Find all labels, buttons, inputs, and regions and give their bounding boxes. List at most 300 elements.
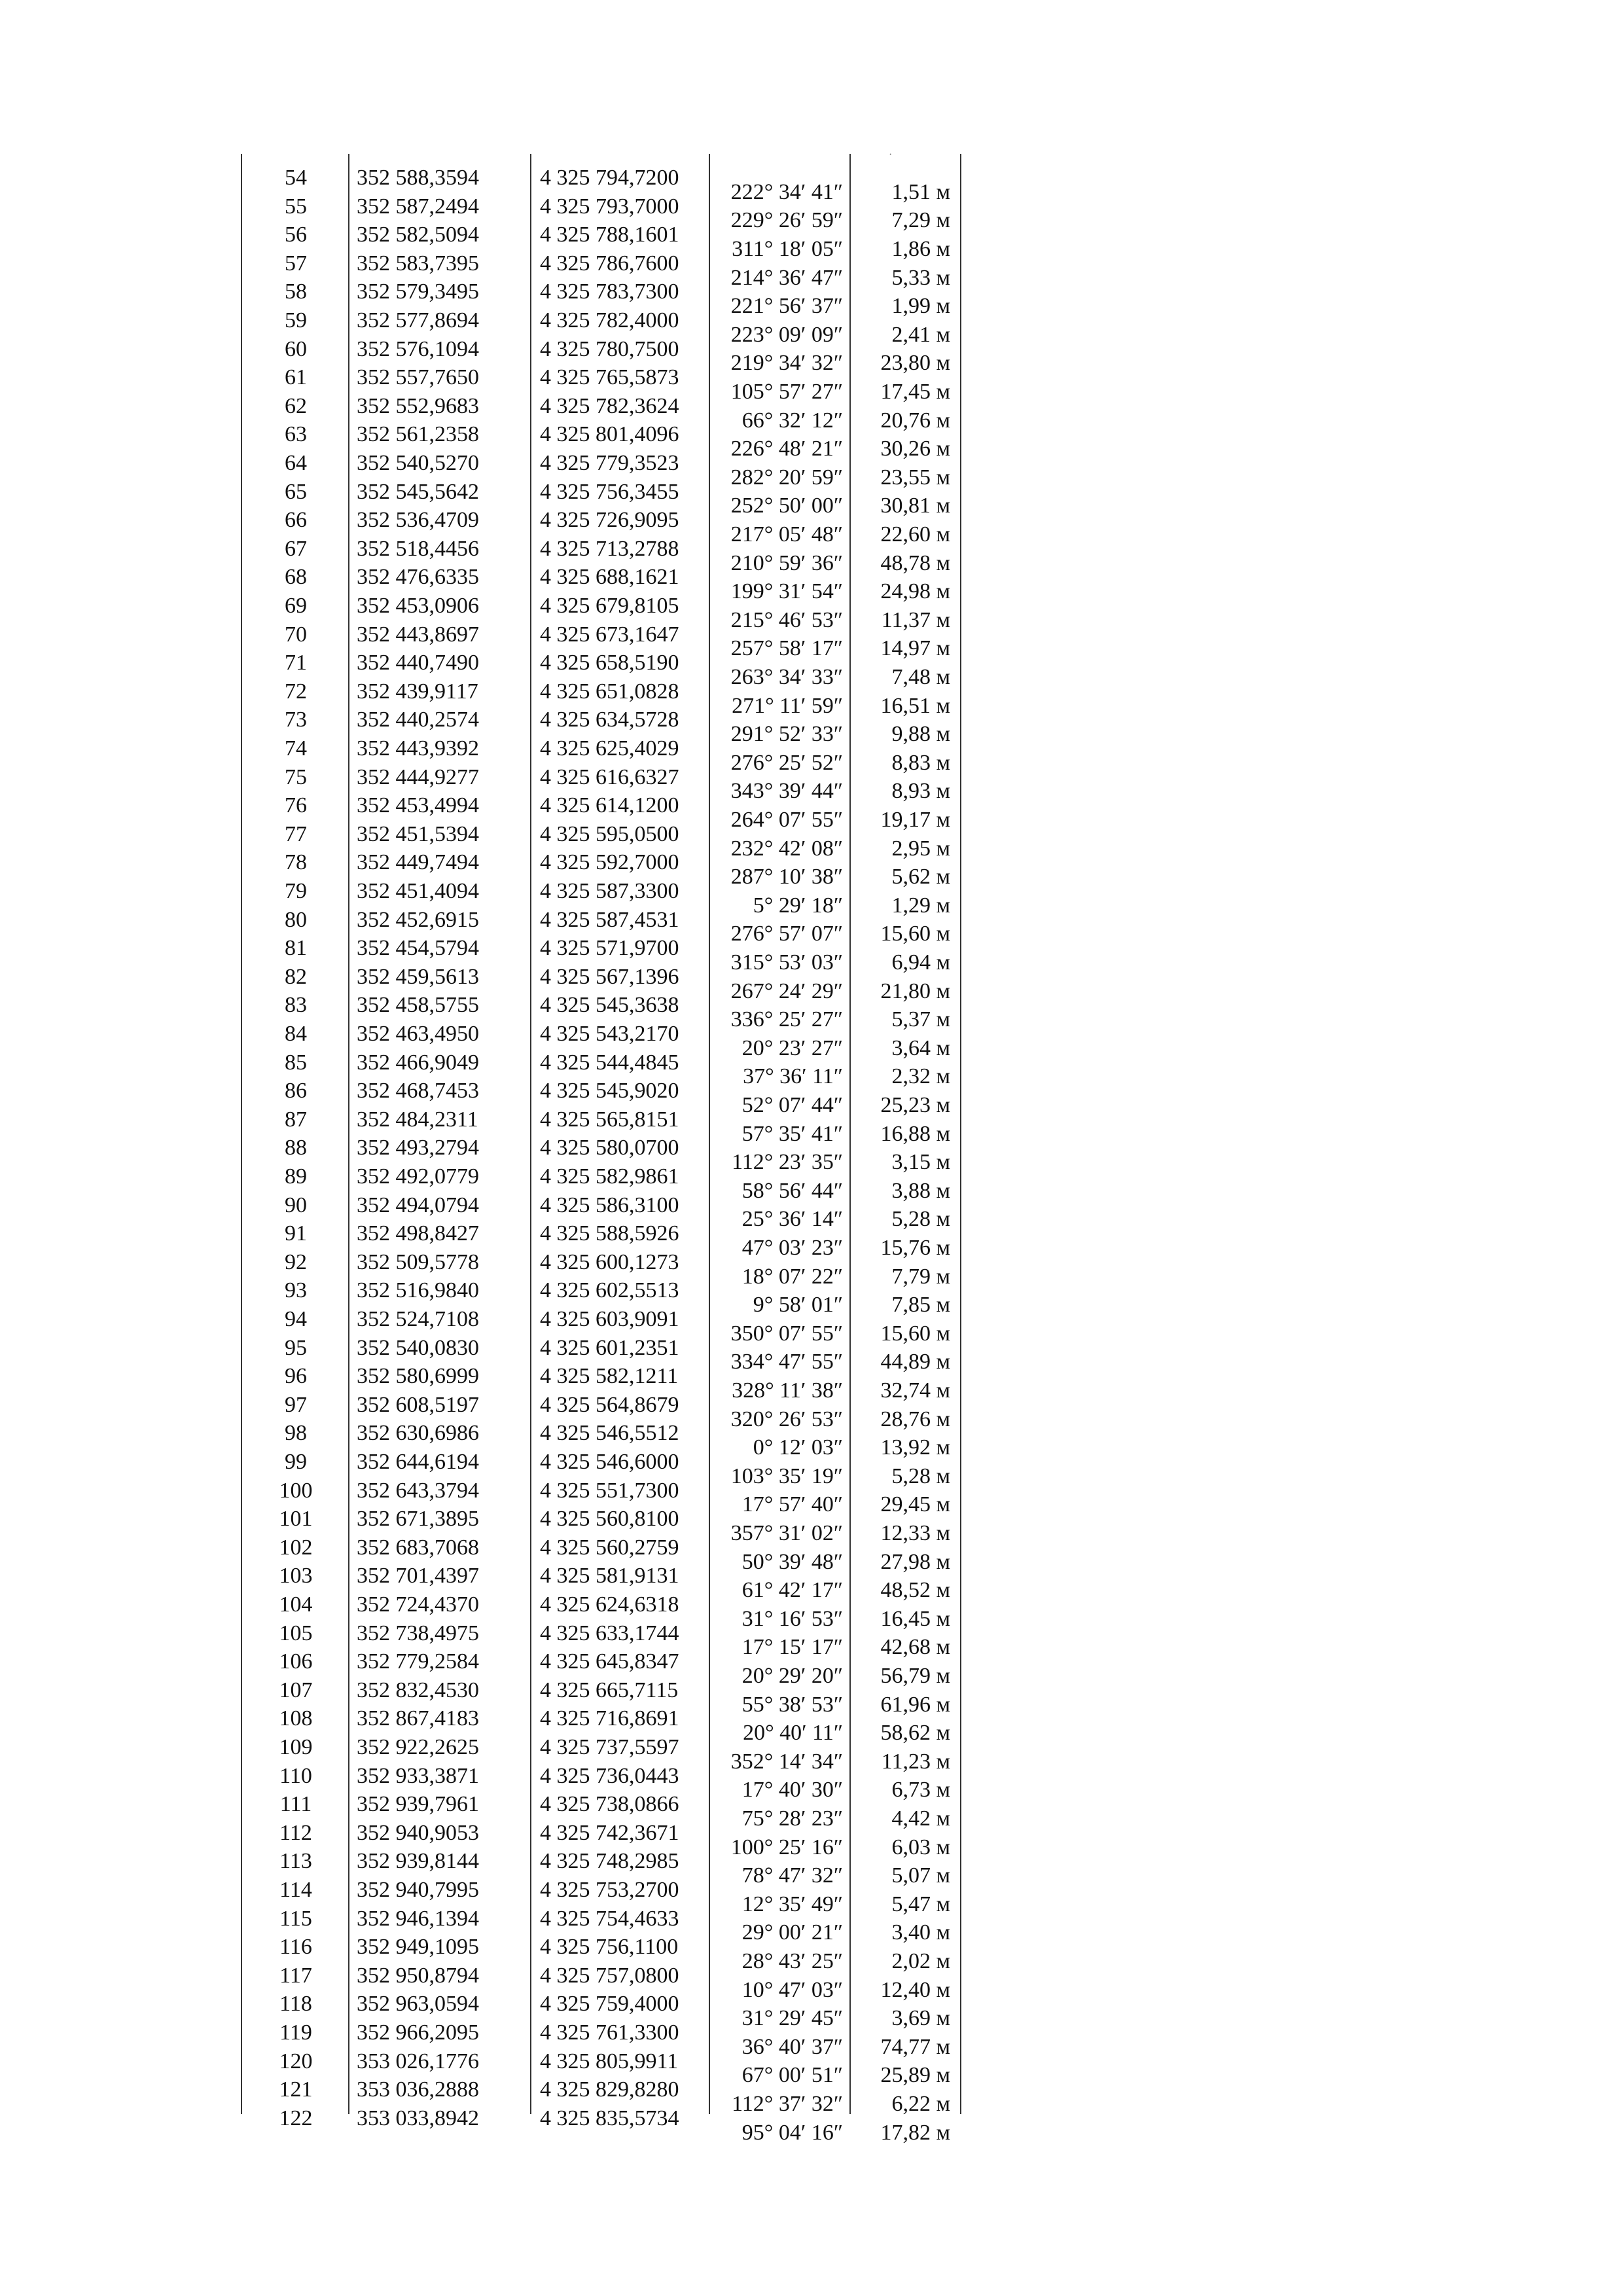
segment-length: 21,80 м: [880, 978, 950, 1003]
direction-angle: 215° 46′ 53″: [730, 607, 843, 632]
y-coordinate: 4 325 595,0500: [540, 821, 679, 846]
y-coordinate: 4 325 582,1211: [540, 1364, 679, 1389]
segment-length: 74,77 м: [880, 2034, 950, 2059]
y-coordinate: 4 325 567,1396: [540, 964, 679, 989]
y-coordinate: 4 325 782,4000: [540, 308, 679, 332]
segment-length: 25,89 м: [880, 2063, 950, 2088]
direction-angle: 263° 34′ 33″: [730, 665, 843, 689]
y-coordinate: 4 325 829,8280: [540, 2077, 679, 2102]
point-number: 106: [279, 1649, 313, 1674]
x-coordinate: 352 724,4370: [357, 1592, 479, 1617]
point-number: 72: [285, 679, 307, 704]
direction-angle: 291° 52′ 33″: [730, 722, 843, 747]
point-number: 115: [279, 1906, 312, 1931]
segment-length: 27,98 м: [880, 1549, 950, 1574]
y-coordinate: 4 325 788,1601: [540, 223, 679, 247]
segment-length: 5,28 м: [891, 1207, 950, 1232]
direction-angle: 287° 10′ 38″: [730, 865, 843, 889]
y-coordinate: 4 325 586,3100: [540, 1193, 679, 1217]
segment-length: 2,32 м: [891, 1064, 950, 1089]
x-coordinate: 352 579,3495: [357, 279, 479, 304]
x-coordinate: 353 026,1776: [357, 2049, 479, 2073]
point-number: 90: [285, 1193, 307, 1217]
point-number: 74: [285, 736, 307, 761]
direction-angle: 112° 37′ 32″: [732, 2092, 843, 2116]
point-number: 59: [285, 308, 307, 332]
direction-angle: 5° 29′ 18″: [753, 893, 843, 918]
segment-length: 16,51 м: [880, 693, 950, 718]
y-coordinate: 4 325 716,8691: [540, 1706, 679, 1731]
direction-angle: 229° 26′ 59″: [730, 208, 843, 233]
x-coordinate: 352 867,4183: [357, 1706, 479, 1731]
direction-angle: 103° 35′ 19″: [730, 1463, 843, 1488]
y-coordinate: 4 325 600,1273: [540, 1249, 679, 1274]
x-coordinate: 352 524,7108: [357, 1307, 479, 1331]
direction-angle: 271° 11′ 59″: [732, 693, 843, 718]
x-coordinate: 353 033,8942: [357, 2106, 479, 2130]
point-number: 112: [279, 1820, 312, 1845]
x-coordinate: 352 516,9840: [357, 1278, 479, 1303]
y-coordinate: 4 325 592,7000: [540, 850, 679, 875]
y-coordinate: 4 325 726,9095: [540, 508, 679, 533]
segment-length: 1,51 м: [891, 179, 950, 204]
x-coordinate: 352 509,5778: [357, 1249, 479, 1274]
segment-length: 2,95 м: [891, 836, 950, 861]
point-number: 95: [285, 1335, 307, 1360]
segment-length: 5,33 м: [891, 265, 950, 290]
point-number: 121: [279, 2077, 313, 2102]
direction-angle: 95° 04′ 16″: [741, 2120, 843, 2145]
direction-angle: 75° 28′ 23″: [741, 1806, 843, 1831]
column-divider-4: [849, 154, 851, 2114]
direction-angle: 320° 26′ 53″: [730, 1407, 843, 1431]
direction-angle: 222° 34′ 41″: [730, 179, 843, 204]
segment-length: 30,26 м: [880, 437, 950, 461]
y-coordinate: 4 325 793,7000: [540, 194, 679, 219]
x-coordinate: 352 443,8697: [357, 622, 479, 647]
point-number: 54: [285, 166, 307, 190]
y-coordinate: 4 325 805,9911: [540, 2049, 679, 2073]
y-coordinate: 4 325 571,9700: [540, 936, 679, 961]
direction-angle: 58° 56′ 44″: [741, 1178, 843, 1203]
x-coordinate: 352 832,4530: [357, 1677, 479, 1702]
x-coordinate: 352 950,8794: [357, 1963, 479, 1988]
direction-angle: 57° 35′ 41″: [741, 1121, 843, 1146]
direction-angle: 315° 53′ 03″: [730, 950, 843, 975]
x-coordinate: 352 701,4397: [357, 1564, 479, 1588]
y-coordinate: 4 325 780,7500: [540, 336, 679, 361]
direction-angle: 36° 40′ 37″: [741, 2034, 843, 2059]
x-coordinate: 352 439,9117: [357, 679, 478, 704]
segment-length: 12,40 м: [880, 1977, 950, 2002]
x-coordinate: 352 671,3895: [357, 1507, 479, 1532]
x-coordinate: 352 545,5642: [357, 479, 479, 504]
direction-angle: 25° 36′ 14″: [741, 1207, 843, 1232]
y-coordinate: 4 325 737,5597: [540, 1735, 679, 1759]
segment-length: 44,89 м: [880, 1350, 950, 1374]
direction-angle: 61° 42′ 17″: [741, 1578, 843, 1603]
y-coordinate: 4 325 794,7200: [540, 166, 679, 190]
segment-length: 16,45 м: [880, 1606, 950, 1631]
x-coordinate: 352 738,4975: [357, 1621, 479, 1645]
segment-length: 12,33 м: [880, 1521, 950, 1545]
point-number: 76: [285, 793, 307, 818]
segment-length: 2,02 м: [891, 1949, 950, 1973]
direction-angle: 214° 36′ 47″: [730, 265, 843, 290]
point-number: 119: [279, 2020, 312, 2045]
point-number: 86: [285, 1079, 307, 1103]
x-coordinate: 352 577,8694: [357, 308, 479, 332]
point-number: 102: [279, 1535, 313, 1560]
y-coordinate: 4 325 544,4845: [540, 1050, 679, 1075]
point-number: 71: [285, 651, 307, 675]
direction-angle: 52° 07′ 44″: [741, 1093, 843, 1117]
point-number: 61: [285, 365, 307, 390]
x-coordinate: 352 444,9277: [357, 764, 479, 789]
segment-length: 15,60 м: [880, 1321, 950, 1346]
y-coordinate: 4 325 546,6000: [540, 1450, 679, 1474]
point-number: 93: [285, 1278, 307, 1303]
point-number: 114: [279, 1878, 312, 1902]
direction-angle: 105° 57′ 27″: [730, 380, 843, 404]
point-number: 111: [279, 1792, 312, 1817]
y-coordinate: 4 325 756,3455: [540, 479, 679, 504]
x-coordinate: 352 451,5394: [357, 821, 479, 846]
direction-angle: 334° 47′ 55″: [730, 1350, 843, 1374]
point-number: 97: [285, 1392, 307, 1417]
segment-length: 22,60 м: [880, 522, 950, 547]
segment-length: 24,98 м: [880, 579, 950, 604]
segment-length: 61,96 м: [880, 1692, 950, 1717]
direction-angle: 50° 39′ 48″: [741, 1549, 843, 1574]
y-coordinate: 4 325 543,2170: [540, 1022, 679, 1046]
direction-angle: 264° 07′ 55″: [730, 808, 843, 832]
x-coordinate: 352 452,6915: [357, 907, 479, 932]
point-number: 64: [285, 451, 307, 475]
y-coordinate: 4 325 759,4000: [540, 1992, 679, 2017]
segment-length: 8,93 м: [891, 779, 950, 804]
point-number: 65: [285, 479, 307, 504]
y-coordinate: 4 325 545,9020: [540, 1079, 679, 1103]
segment-length: 5,07 м: [891, 1863, 950, 1888]
segment-length: 19,17 м: [880, 808, 950, 832]
y-coordinate: 4 325 614,1200: [540, 793, 679, 818]
segment-length: 15,76 м: [880, 1236, 950, 1260]
x-coordinate: 352 454,5794: [357, 936, 479, 961]
y-coordinate: 4 325 782,3624: [540, 393, 679, 418]
direction-angle: 66° 32′ 12″: [741, 408, 843, 433]
y-coordinate: 4 325 546,5512: [540, 1421, 679, 1446]
y-coordinate: 4 325 645,8347: [540, 1649, 679, 1674]
direction-angle: 232° 42′ 08″: [730, 836, 843, 861]
point-number: 87: [285, 1107, 307, 1132]
segment-length: 3,64 м: [891, 1035, 950, 1060]
direction-angle: 17° 57′ 40″: [741, 1492, 843, 1517]
point-number: 91: [285, 1221, 307, 1246]
y-coordinate: 4 325 665,7115: [540, 1677, 679, 1702]
x-coordinate: 352 476,6335: [357, 565, 479, 590]
x-coordinate: 352 443,9392: [357, 736, 479, 761]
x-coordinate: 352 458,5755: [357, 993, 479, 1018]
column-divider-3: [709, 154, 710, 2114]
y-coordinate: 4 325 581,9131: [540, 1564, 679, 1588]
x-coordinate: 352 583,7395: [357, 251, 479, 276]
x-coordinate: 352 939,7961: [357, 1792, 479, 1817]
y-coordinate: 4 325 587,4531: [540, 907, 679, 932]
column-divider-1: [348, 154, 349, 2114]
x-coordinate: 352 922,2625: [357, 1735, 479, 1759]
table-border-right: [960, 154, 961, 2114]
point-number: 105: [279, 1621, 313, 1645]
direction-angle: 328° 11′ 38″: [732, 1378, 843, 1403]
direction-angle: 343° 39′ 44″: [730, 779, 843, 804]
segment-length: 17,45 м: [880, 380, 950, 404]
y-coordinate: 4 325 560,8100: [540, 1507, 679, 1532]
y-coordinate: 4 325 688,1621: [540, 565, 679, 590]
point-number: 89: [285, 1164, 307, 1189]
y-coordinate: 4 325 633,1744: [540, 1621, 679, 1645]
y-coordinate: 4 325 756,1100: [540, 1935, 679, 1960]
x-coordinate: 352 963,0594: [357, 1992, 479, 2017]
direction-angle: 55° 38′ 53″: [741, 1692, 843, 1717]
direction-angle: 18° 07′ 22″: [741, 1264, 843, 1289]
direction-angle: 252° 50′ 00″: [730, 493, 843, 518]
x-coordinate: 352 518,4456: [357, 536, 479, 561]
x-coordinate: 352 946,1394: [357, 1906, 479, 1931]
direction-angle: 20° 23′ 27″: [741, 1035, 843, 1060]
x-coordinate: 352 940,9053: [357, 1820, 479, 1845]
direction-angle: 282° 20′ 59″: [730, 465, 843, 490]
point-number: 66: [285, 508, 307, 533]
segment-length: 25,23 м: [880, 1093, 950, 1117]
x-coordinate: 352 493,2794: [357, 1136, 479, 1160]
y-coordinate: 4 325 580,0700: [540, 1136, 679, 1160]
x-coordinate: 352 453,4994: [357, 793, 479, 818]
segment-length: 2,41 м: [891, 322, 950, 347]
direction-angle: 67° 00′ 51″: [741, 2063, 843, 2088]
direction-angle: 28° 43′ 25″: [741, 1949, 843, 1973]
y-coordinate: 4 325 679,8105: [540, 594, 679, 618]
y-coordinate: 4 325 753,2700: [540, 1878, 679, 1902]
segment-length: 20,76 м: [880, 408, 950, 433]
y-coordinate: 4 325 564,8679: [540, 1392, 679, 1417]
point-number: 92: [285, 1249, 307, 1274]
segment-length: 5,37 м: [891, 1007, 950, 1032]
x-coordinate: 352 449,7494: [357, 850, 479, 875]
point-number: 85: [285, 1050, 307, 1075]
direction-angle: 219° 34′ 32″: [730, 351, 843, 376]
direction-angle: 17° 15′ 17″: [741, 1635, 843, 1660]
segment-length: 15,60 м: [880, 922, 950, 946]
segment-length: 5,47 м: [891, 1892, 950, 1916]
point-number: 68: [285, 565, 307, 590]
direction-angle: 100° 25′ 16″: [730, 1835, 843, 1859]
direction-angle: 352° 14′ 34″: [730, 1749, 843, 1774]
y-coordinate: 4 325 625,4029: [540, 736, 679, 761]
segment-length: 7,85 м: [891, 1293, 950, 1318]
segment-length: 13,92 м: [880, 1435, 950, 1460]
point-number: 99: [285, 1450, 307, 1474]
direction-angle: 112° 23′ 35″: [732, 1150, 843, 1175]
direction-angle: 37° 36′ 11″: [743, 1064, 843, 1089]
point-number: 56: [285, 223, 307, 247]
x-coordinate: 352 494,0794: [357, 1193, 479, 1217]
point-number: 98: [285, 1421, 307, 1446]
x-coordinate: 352 561,2358: [357, 422, 479, 447]
y-coordinate: 4 325 565,8151: [540, 1107, 679, 1132]
x-coordinate: 352 552,9683: [357, 393, 479, 418]
segment-length: 1,29 м: [891, 893, 950, 918]
x-coordinate: 352 484,2311: [357, 1107, 478, 1132]
y-coordinate: 4 325 582,9861: [540, 1164, 679, 1189]
point-number: 77: [285, 821, 307, 846]
direction-angle: 311° 18′ 05″: [732, 237, 843, 261]
point-number: 62: [285, 393, 307, 418]
segment-length: 14,97 м: [880, 636, 950, 661]
direction-angle: 17° 40′ 30″: [741, 1778, 843, 1803]
segment-length: 6,94 м: [891, 950, 950, 975]
y-coordinate: 4 325 616,6327: [540, 764, 679, 789]
x-coordinate: 352 588,3594: [357, 166, 479, 190]
y-coordinate: 4 325 761,3300: [540, 2020, 679, 2045]
segment-length: 8,83 м: [891, 750, 950, 775]
direction-angle: 357° 31′ 02″: [730, 1521, 843, 1545]
y-coordinate: 4 325 738,0866: [540, 1792, 679, 1817]
segment-length: 56,79 м: [880, 1664, 950, 1688]
x-coordinate: 352 779,2584: [357, 1649, 479, 1674]
segment-length: 48,78 м: [880, 550, 950, 575]
direction-angle: 9° 58′ 01″: [753, 1293, 843, 1318]
segment-length: 3,40 м: [891, 1920, 950, 1945]
segment-length: 17,82 м: [880, 2120, 950, 2145]
y-coordinate: 4 325 588,5926: [540, 1221, 679, 1246]
y-coordinate: 4 325 786,7600: [540, 251, 679, 276]
direction-angle: 217° 05′ 48″: [730, 522, 843, 547]
direction-angle: 78° 47′ 32″: [741, 1863, 843, 1888]
y-coordinate: 4 325 658,5190: [540, 651, 679, 675]
segment-length: 30,81 м: [880, 493, 950, 518]
segment-length: 1,86 м: [891, 237, 950, 261]
point-number: 88: [285, 1136, 307, 1160]
point-number: 75: [285, 764, 307, 789]
y-coordinate: 4 325 602,5513: [540, 1278, 679, 1303]
direction-angle: 199° 31′ 54″: [730, 579, 843, 604]
column-divider-2: [530, 154, 531, 2114]
direction-angle: 221° 56′ 37″: [730, 294, 843, 319]
x-coordinate: 352 966,2095: [357, 2020, 479, 2045]
x-coordinate: 352 466,9049: [357, 1050, 479, 1075]
segment-length: 58,62 м: [880, 1721, 950, 1746]
direction-angle: 350° 07′ 55″: [730, 1321, 843, 1346]
point-number: 67: [285, 536, 307, 561]
point-number: 109: [279, 1735, 313, 1759]
x-coordinate: 352 949,1095: [357, 1935, 479, 1960]
segment-length: 11,23 м: [881, 1749, 950, 1774]
x-coordinate: 352 440,2574: [357, 708, 479, 732]
direction-angle: 336° 25′ 27″: [730, 1007, 843, 1032]
y-coordinate: 4 325 587,3300: [540, 879, 679, 903]
direction-angle: 0° 12′ 03″: [753, 1435, 843, 1460]
y-coordinate: 4 325 765,5873: [540, 365, 679, 390]
direction-angle: 31° 29′ 45″: [741, 2006, 843, 2031]
segment-length: 9,88 м: [891, 722, 950, 747]
point-number: 58: [285, 279, 307, 304]
point-number: 116: [279, 1935, 312, 1960]
segment-length: 5,28 м: [891, 1463, 950, 1488]
x-coordinate: 352 643,3794: [357, 1478, 479, 1503]
point-number: 81: [285, 936, 307, 961]
point-number: 79: [285, 879, 307, 903]
x-coordinate: 352 540,5270: [357, 451, 479, 475]
point-number: 70: [285, 622, 307, 647]
x-coordinate: 352 582,5094: [357, 223, 479, 247]
point-number: 80: [285, 907, 307, 932]
x-coordinate: 352 940,7995: [357, 1878, 479, 1902]
y-coordinate: 4 325 634,5728: [540, 708, 679, 732]
direction-angle: 223° 09′ 09″: [730, 322, 843, 347]
point-number: 120: [279, 2049, 313, 2073]
y-coordinate: 4 325 736,0443: [540, 1763, 679, 1788]
point-number: 63: [285, 422, 307, 447]
direction-angle: 267° 24′ 29″: [730, 978, 843, 1003]
y-coordinate: 4 325 560,2759: [540, 1535, 679, 1560]
table-border-left: [241, 154, 242, 2114]
point-number: 57: [285, 251, 307, 276]
y-coordinate: 4 325 779,3523: [540, 451, 679, 475]
y-coordinate: 4 325 551,7300: [540, 1478, 679, 1503]
segment-length: 6,22 м: [891, 2092, 950, 2116]
point-number: 122: [279, 2106, 313, 2130]
y-coordinate: 4 325 601,2351: [540, 1335, 679, 1360]
point-number: 60: [285, 336, 307, 361]
direction-angle: 10° 47′ 03″: [741, 1977, 843, 2002]
point-number: 83: [285, 993, 307, 1018]
point-number: 118: [279, 1992, 312, 2017]
point-number: 78: [285, 850, 307, 875]
y-coordinate: 4 325 713,2788: [540, 536, 679, 561]
point-number: 113: [279, 1849, 312, 1874]
x-coordinate: 352 463,4950: [357, 1022, 479, 1046]
direction-angle: 12° 35′ 49″: [741, 1892, 843, 1916]
point-number: 96: [285, 1364, 307, 1389]
segment-length: 3,15 м: [891, 1150, 950, 1175]
x-coordinate: 352 440,7490: [357, 651, 479, 675]
direction-angle: 226° 48′ 21″: [730, 437, 843, 461]
y-coordinate: 4 325 835,5734: [540, 2106, 679, 2130]
point-number: 100: [279, 1478, 313, 1503]
point-number: 101: [279, 1507, 313, 1532]
segment-length: 48,52 м: [880, 1578, 950, 1603]
x-coordinate: 352 933,3871: [357, 1763, 479, 1788]
segment-length: 6,73 м: [891, 1778, 950, 1803]
direction-angle: 276° 25′ 52″: [730, 750, 843, 775]
x-coordinate: 352 608,5197: [357, 1392, 479, 1417]
y-coordinate: 4 325 754,4633: [540, 1906, 679, 1931]
x-coordinate: 352 459,5613: [357, 964, 479, 989]
segment-length: 5,62 м: [891, 865, 950, 889]
segment-length: 16,88 м: [880, 1121, 950, 1146]
y-coordinate: 4 325 742,3671: [540, 1820, 679, 1845]
point-number: 103: [279, 1564, 313, 1588]
segment-length: 3,88 м: [891, 1178, 950, 1203]
x-coordinate: 352 557,7650: [357, 365, 479, 390]
y-coordinate: 4 325 801,4096: [540, 422, 679, 447]
x-coordinate: 352 536,4709: [357, 508, 479, 533]
point-number: 107: [279, 1677, 313, 1702]
x-coordinate: 352 683,7068: [357, 1535, 479, 1560]
point-number: 110: [279, 1763, 312, 1788]
y-coordinate: 4 325 748,2985: [540, 1849, 679, 1874]
